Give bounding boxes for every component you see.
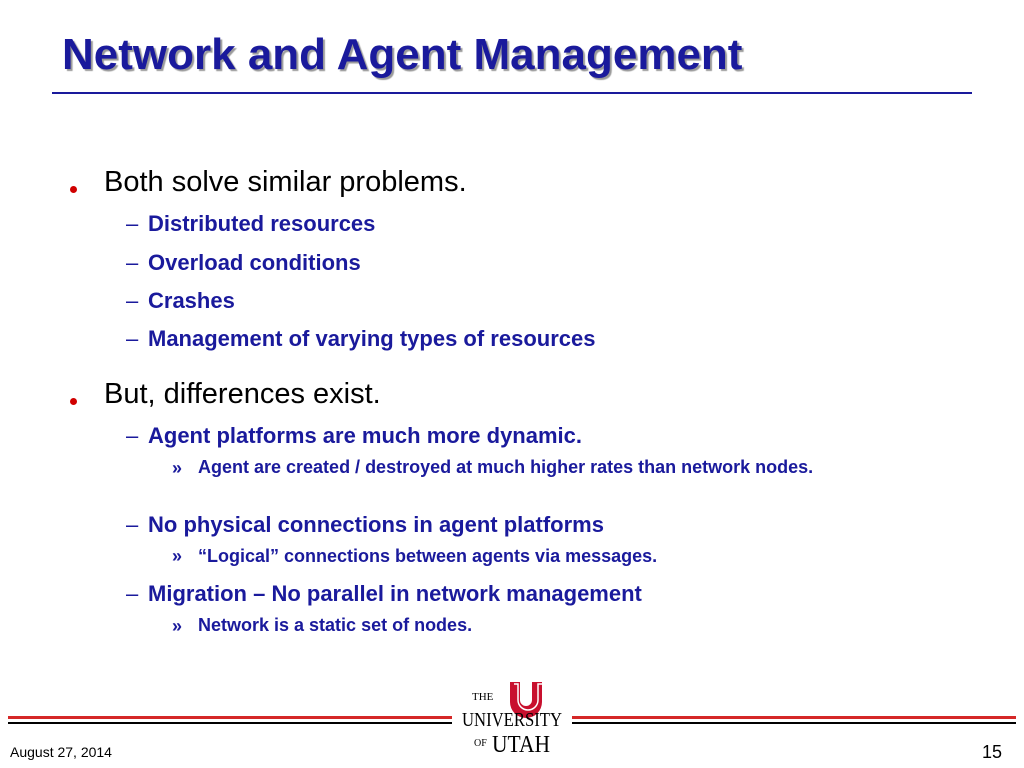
logo-of-text: OF xyxy=(474,738,487,749)
slide-title: Network and Agent Management xyxy=(62,30,743,79)
sub-sub-bullet-2-3-1: Network is a static set of nodes. xyxy=(198,615,473,635)
university-of-utah-logo xyxy=(458,680,566,768)
bullet-dot-2 xyxy=(70,398,77,405)
sub-bullet-1-2: Overload conditions xyxy=(148,250,361,275)
dash-marker: – xyxy=(126,423,139,448)
bullet-dot-1 xyxy=(70,186,77,193)
sub-bullet-2-1: Agent platforms are much more dynamic. xyxy=(148,423,582,448)
footer-date: August 27, 2014 xyxy=(10,744,112,760)
dash-marker: – xyxy=(126,581,139,606)
logo-university-text: UNIVERSITY xyxy=(462,709,562,731)
page-number: 15 xyxy=(981,742,1002,762)
sub-bullet-1-1: Distributed resources xyxy=(148,211,376,236)
raquo-marker: » xyxy=(172,458,183,478)
dash-marker: – xyxy=(126,250,139,275)
bullet-1: Both solve similar problems. xyxy=(104,166,467,198)
footer-stripe-red-left xyxy=(8,716,452,719)
sub-bullet-1-4: Management of varying types of resources xyxy=(148,326,596,351)
footer-stripe-red-right xyxy=(572,716,1016,719)
dash-marker: – xyxy=(126,211,139,236)
sub-bullet-2-2: No physical connections in agent platforms xyxy=(148,512,604,537)
logo-utah-text: UTAH xyxy=(492,732,550,758)
dash-marker: – xyxy=(126,288,139,313)
dash-marker: – xyxy=(126,512,139,537)
bullet-2: But, differences exist. xyxy=(104,378,381,410)
logo-the-text: THE xyxy=(472,691,494,703)
sub-bullet-2-3: Migration – No parallel in network management xyxy=(148,581,642,606)
raquo-marker: » xyxy=(172,616,183,636)
raquo-marker: » xyxy=(172,546,183,566)
sub-sub-bullet-2-1-1: Agent are created / destroyed at much higher rates than network nodes. xyxy=(198,457,814,477)
title-underline xyxy=(52,92,972,94)
footer-stripe-black-left xyxy=(8,722,452,724)
dash-marker: – xyxy=(126,326,139,351)
footer-stripe-black-right xyxy=(572,722,1016,724)
sub-bullet-1-3: Crashes xyxy=(148,288,235,313)
sub-sub-bullet-2-2-1: “Logical” connections between agents via messages. xyxy=(198,546,658,566)
